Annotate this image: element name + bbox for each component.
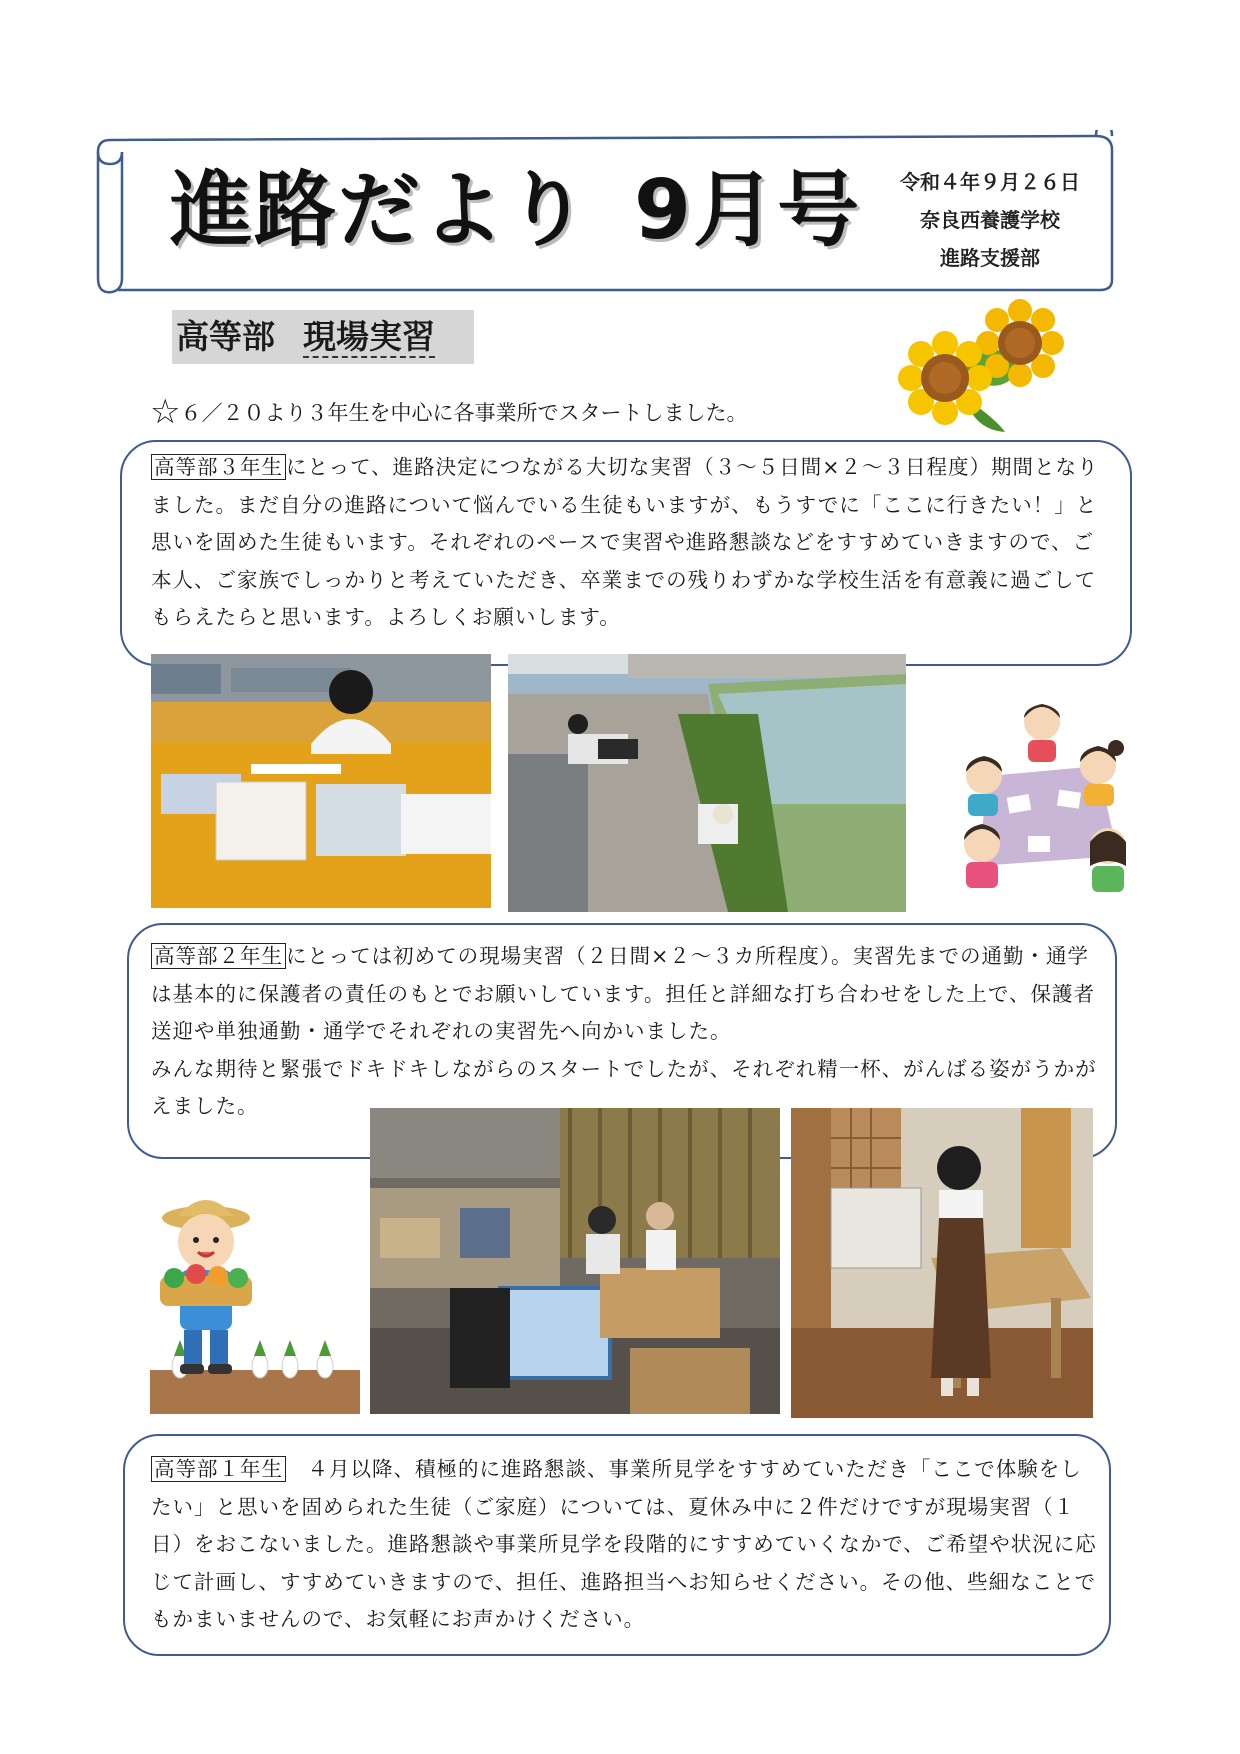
- section-heading: [172, 310, 474, 364]
- lead-sentence: [150, 392, 747, 433]
- photo-cafe-table-cleaning: [791, 1108, 1093, 1418]
- department-name: 進路支援部: [940, 246, 1040, 270]
- second-year-paragraph: [151, 938, 1101, 1126]
- newsletter-title: [170, 163, 862, 258]
- title-month: 9月号: [634, 163, 862, 258]
- third-year-paragraph: [151, 449, 1101, 637]
- issue-meta: [870, 163, 1110, 277]
- farmer-illustration: [150, 1190, 360, 1414]
- sunflower-illustration: [895, 298, 1075, 436]
- second-year-text-2: みんな期待と緊張でドキドキしながらのスタートでしたが、それぞれ精一杯、がんばる姿がうかがえました。: [151, 1056, 1097, 1118]
- second-year-text: にとっては初めての現場実習（２日間×２～３カ所程度）。実習先までの通勤・通学は基本的に保護者の責任のもとでお願いしています。担任と詳細な打ち合わせをした上で、保護者送迎や単独通勤・通学でそれぞれの実習先へ向かいました。: [151, 944, 1095, 1043]
- first-year-paragraph: [151, 1451, 1101, 1639]
- first-year-text: ４月以降、積極的に進路懇談、事業所見学をすすめていただき「ここで体験をしたい」と思いを固められた生徒（ご家庭）については、夏休み中に２件だけですが現場実習（１日）をおこないました。進路懇談や事業所見学を段階的にすすめていくなかで、ご希望や状況に応じて計画し、すすめていきますので、担任、進路担当へお知らせください。その他、些細なことでもかまいませんので、お気軽にお声かけください。: [151, 1457, 1097, 1631]
- grade-label-second: 高等部２年生: [151, 943, 286, 969]
- star-icon: ☆: [150, 392, 181, 432]
- issue-date: 令和４年９月２６日: [900, 170, 1080, 194]
- section-heading-prefix: 高等部: [176, 317, 275, 356]
- school-name: 奈良西養護学校: [920, 208, 1060, 232]
- title-main: 進路だより: [170, 163, 591, 258]
- third-year-text: にとって、進路決定につながる大切な実習（３～５日間×２～３日程度）期間となりました。まだ自分の進路について悩んでいる生徒もいますが、もうすでに「ここに行きたい！」と思いを固めた生徒もいます。それぞれのペースで実習や進路懇談などをすすめていきますので、ご本人、ご家族でしっかりと考えていただき、卒業までの残りわずかな学校生活を有意義に過ごしてもらえたらと思います。よろしくお願いします。: [151, 455, 1099, 629]
- grade-label-third: 高等部３年生: [151, 454, 286, 480]
- photo-office-desk-work: [151, 654, 491, 908]
- photo-paddy-field-work: [508, 654, 906, 912]
- section-heading-main: 現場実習: [303, 317, 435, 356]
- grade-label-first: 高等部１年生: [151, 1456, 286, 1482]
- lead-text: ６／２０より３年生を中心に各事業所でスタートしました。: [180, 401, 748, 425]
- photo-warehouse-work: [370, 1108, 780, 1414]
- students-discussion-illustration: [948, 696, 1136, 906]
